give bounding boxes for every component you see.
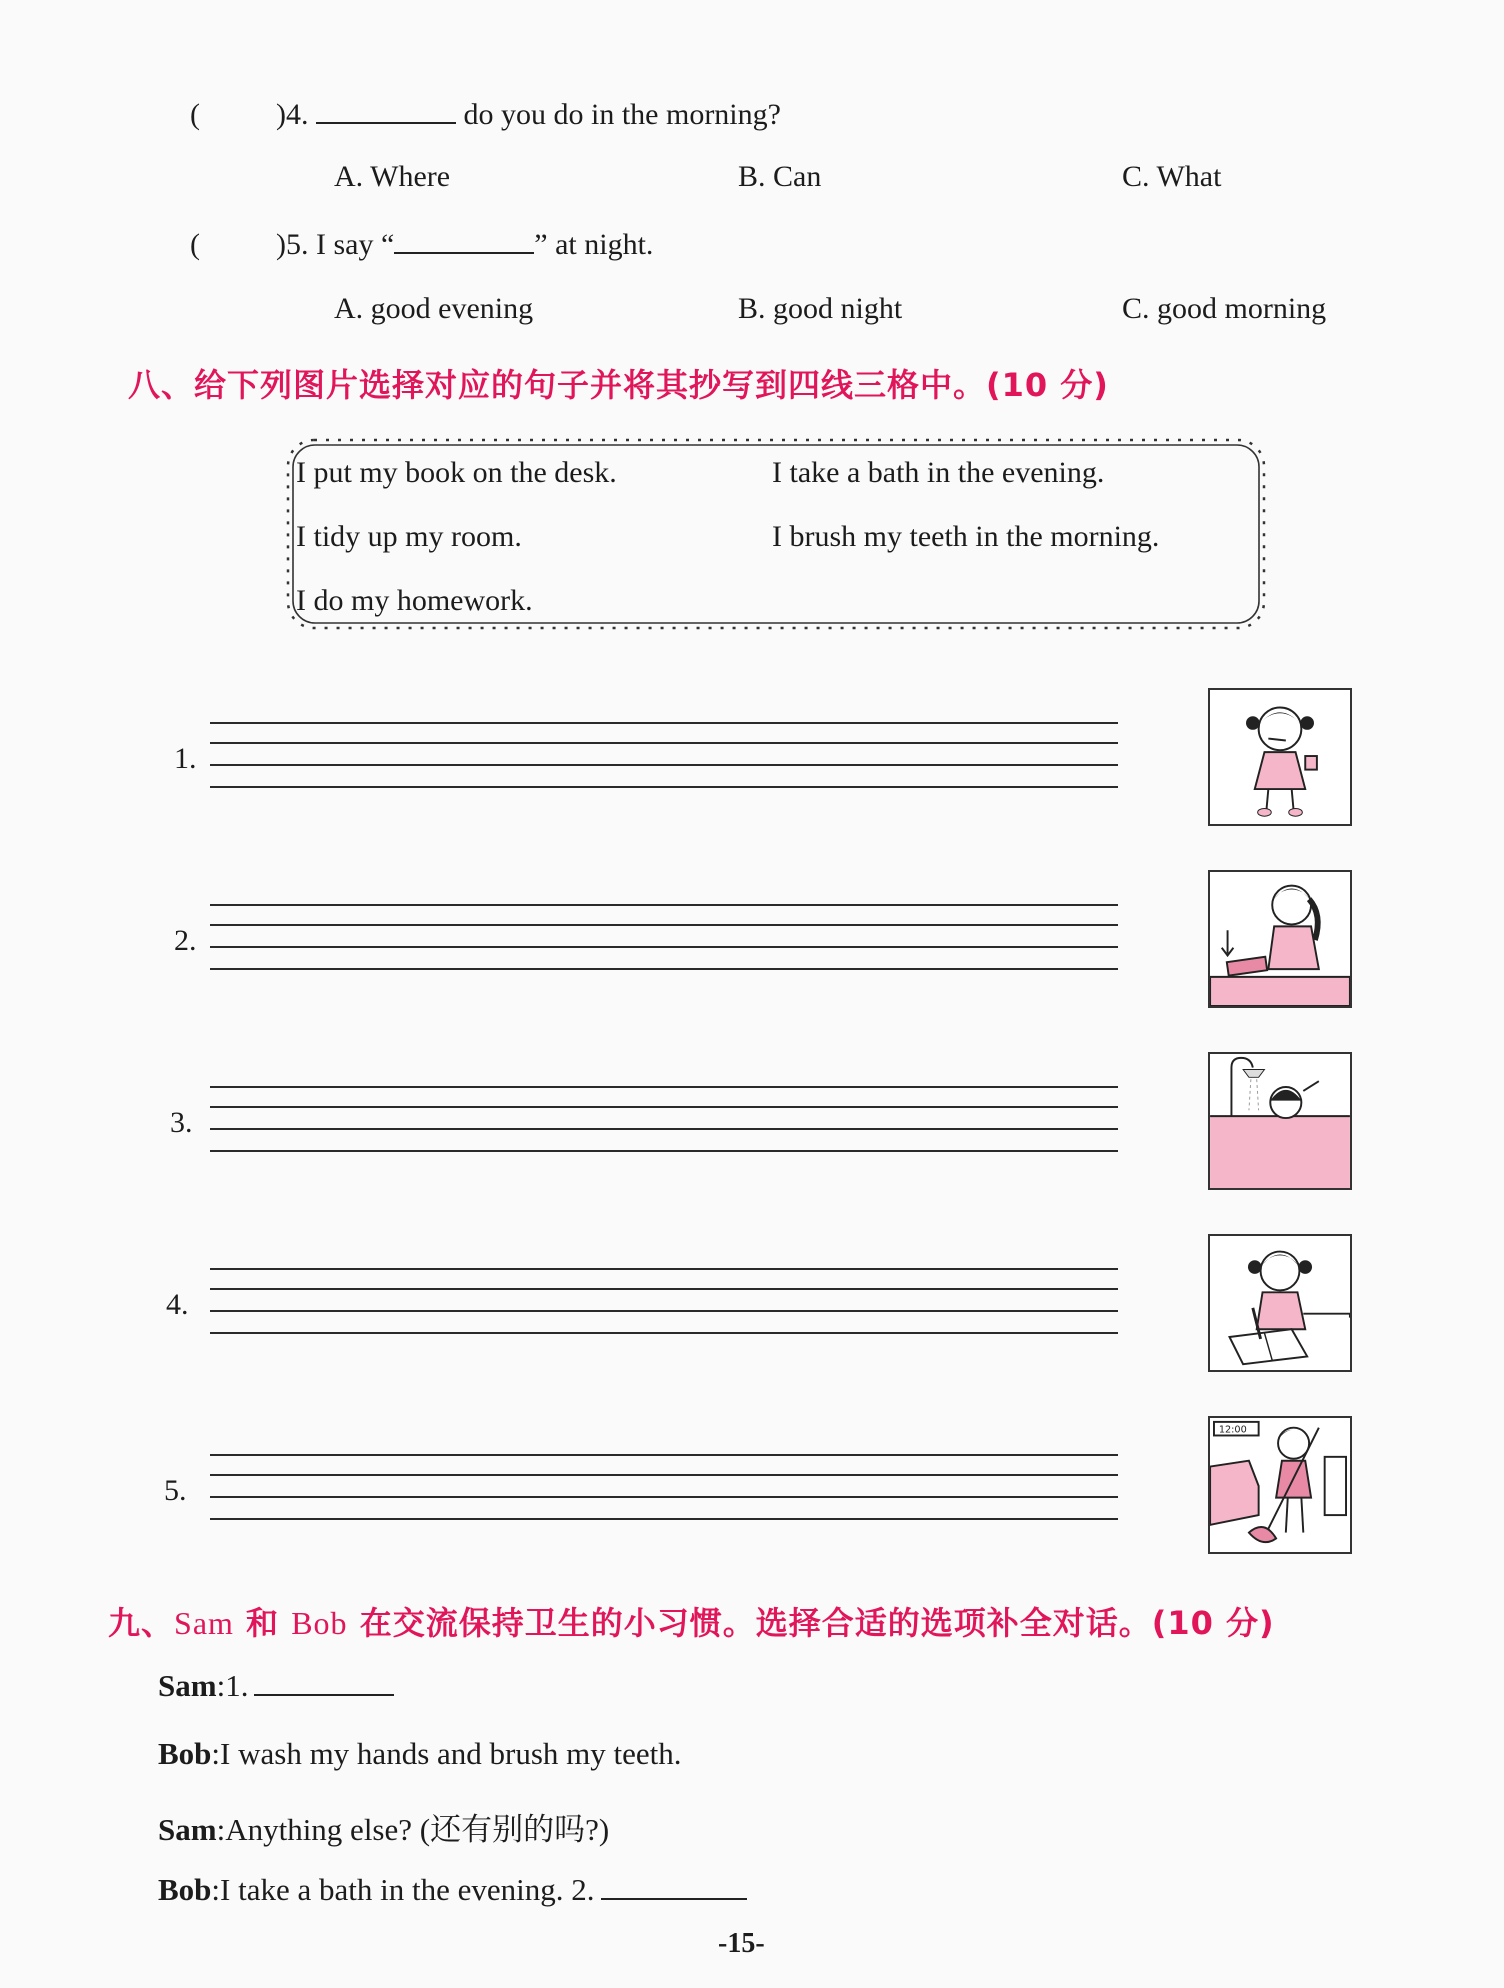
answer-paren-close: ) [276,98,286,131]
speaker: Bob [158,1872,212,1907]
sentence-option: I brush my teeth in the morning. [772,520,1160,553]
q5-blank[interactable] [394,251,534,254]
sentence-box [282,432,1272,636]
q5-number: 5. I say “ [286,228,395,261]
speaker: Sam [158,1812,217,1847]
q5-option-c: C. good morning [1122,292,1327,325]
dialogue-blank-2[interactable] [601,1897,747,1900]
q5-option-a: A. good evening [334,292,534,325]
q4-option-b: B. Can [738,160,822,193]
dialogue-line-3: Sam:Anything else? (还有别的吗?) [158,1812,610,1847]
q5-row [190,228,653,262]
q4-number: 4. [286,98,309,131]
section-9-title: 九、Sam 和 Bob 在交流保持卫生的小习惯。选择合适的选项补全对话。(10 分) [108,1604,1275,1642]
answer-paren-open: ( [190,228,200,261]
girl-brushing-teeth-icon [1208,688,1352,826]
girl-putting-book-on-desk-icon [1208,870,1352,1008]
answer-paren-close: ) [276,228,286,261]
speaker: Bob [158,1736,212,1771]
dialogue-line-2: Bob:I wash my hands and brush my teeth. [158,1736,682,1771]
girl-tidying-room-icon [1208,1416,1352,1554]
q5-text: ” at night. [534,228,654,261]
q4-blank[interactable] [316,121,456,124]
row-number: 5. [164,1474,187,1507]
sentence-option: I tidy up my room. [296,520,522,553]
section-8-title: 八、给下列图片选择对应的句子并将其抄写到四线三格中。(10 分) [128,366,1109,404]
girl-taking-bath-icon [1208,1052,1352,1190]
four-line-grid[interactable] [210,722,1118,792]
dialogue-line-4: Bob:I take a bath in the evening. 2. [158,1872,747,1908]
row-number: 1. [174,742,197,775]
sentence-option: I take a bath in the evening. [772,456,1105,489]
sentence-option: I do my homework. [296,584,533,617]
answer-paren-open: ( [190,98,200,131]
clock-icon: 12:00 [1218,1424,1247,1436]
four-line-grid[interactable] [210,1454,1118,1524]
q4-option-a: A. Where [334,160,451,193]
q4-text: do you do in the morning? [463,98,781,131]
row-number: 2. [174,924,197,957]
four-line-grid[interactable] [210,1086,1118,1156]
speaker: Sam [158,1668,217,1703]
q4-row [190,98,781,132]
row-number: 3. [170,1106,193,1139]
q5-option-b: B. good night [738,292,903,325]
four-line-grid[interactable] [210,904,1118,974]
dialogue-blank-1[interactable] [254,1693,394,1696]
q4-option-c: C. What [1122,160,1222,193]
girl-doing-homework-icon [1208,1234,1352,1372]
page-number: -15- [718,1928,765,1959]
four-line-grid[interactable] [210,1268,1118,1338]
row-number: 4. [166,1288,189,1321]
dialogue-line-1: Sam:1. [158,1668,394,1704]
sentence-option: I put my book on the desk. [296,456,617,489]
